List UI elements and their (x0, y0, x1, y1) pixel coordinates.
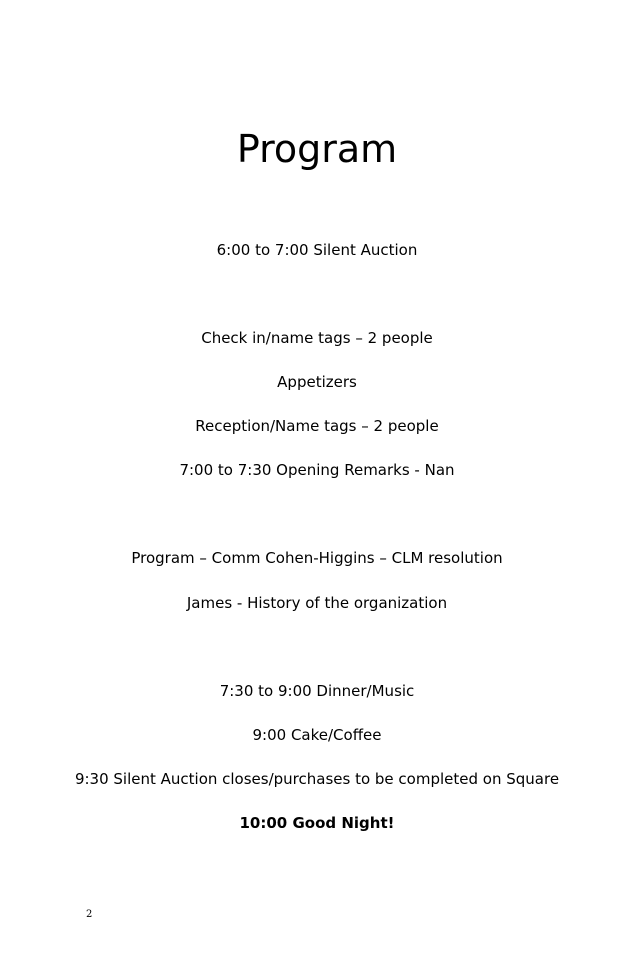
schedule-line-dinner: 7:30 to 9:00 Dinner/Music (219, 682, 415, 700)
schedule-line-good-night: 10:00 Good Night! (239, 814, 395, 832)
schedule-line-history: James - History of the organization (186, 594, 448, 612)
schedule-line-opening-remarks: 7:00 to 7:30 Opening Remarks - Nan (179, 461, 455, 479)
schedule-line-appetizers: Appetizers (277, 373, 357, 391)
schedule-line-cake: 9:00 Cake/Coffee (252, 726, 382, 744)
schedule-line-auction-closes: 9:30 Silent Auction closes/purchases to be completed on Square (74, 770, 560, 788)
schedule-line-program: Program – Comm Cohen-Higgins – CLM resolution (131, 549, 503, 567)
schedule-line-check-in: Check in/name tags – 2 people (201, 329, 433, 347)
schedule-line-silent-auction: 6:00 to 7:00 Silent Auction (216, 241, 418, 259)
page-number: 2 (86, 909, 93, 920)
schedule-line-reception: Reception/Name tags – 2 people (195, 417, 439, 435)
page-title: Program (236, 127, 398, 171)
